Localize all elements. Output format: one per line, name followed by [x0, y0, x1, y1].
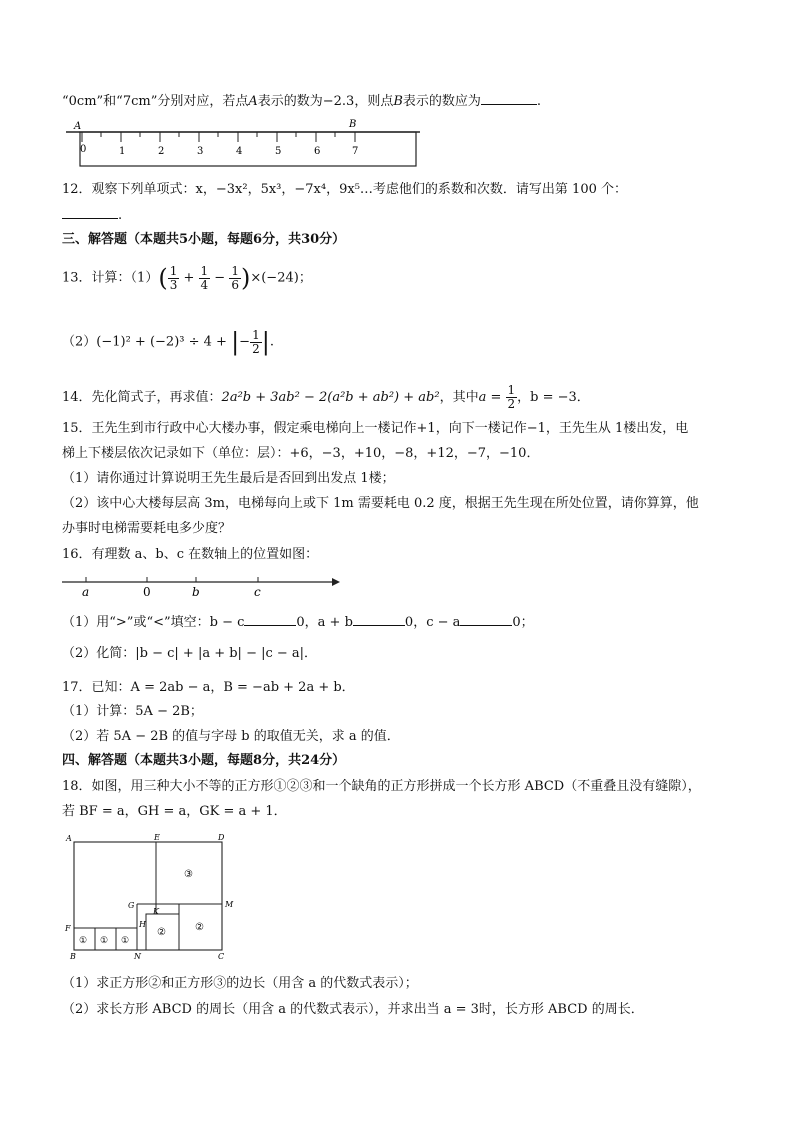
label-A: A [66, 834, 72, 843]
q16-blank-3[interactable] [460, 612, 512, 626]
q15-line2: 梯上下楼层依次记录如下（单位：层）：+6，−3，+10，−8，+12，−7，−10． [62, 446, 540, 461]
label-B: B [70, 952, 76, 961]
q13-part2-end: . [269, 334, 274, 350]
label-E: E [154, 833, 160, 842]
q15-line3: （1）请你通过计算说明王先生最后是否回到出发点 1楼； [62, 471, 395, 486]
q13-label: 13．计算：（1） [62, 270, 159, 286]
q13-part2-label: （2） [62, 334, 97, 350]
q12-line2 [62, 205, 122, 225]
section4-title: 四、解答题（本题共3小题，每题8分，共24分） [62, 753, 346, 768]
q11-value: −2.3 [322, 94, 355, 109]
ruler-figure [66, 118, 426, 170]
ruler-tick-label: 2 [158, 146, 165, 157]
ruler-label-a: A [74, 121, 82, 132]
square-3-mark: ③ [184, 869, 193, 880]
label-F: F [65, 924, 71, 933]
q14-expr: 2a²b + 3ab² − 2(a²b + ab²) + ab² [221, 390, 440, 405]
label-N: N [134, 952, 141, 961]
q11-point-a: A [248, 94, 258, 109]
q11-end: . [536, 94, 542, 109]
q14-a-frac: $\frac{1}{2}$ [507, 383, 516, 411]
square-1-mark: ① [100, 936, 109, 946]
q18-line2: 若 BF = a，GH = a，GK = a + 1． [62, 804, 287, 819]
q11-text-d: 表示的数应为 [402, 94, 481, 109]
q14-a-eq: a = [478, 390, 502, 405]
q14-line [62, 378, 590, 418]
q13-frac1: $\frac{1}{3}$ [169, 263, 178, 292]
label-H: H [139, 920, 146, 929]
axis-label-c: c [254, 585, 261, 599]
axis-label-a: a [82, 585, 90, 599]
ruler-tick-label: 1 [119, 146, 126, 157]
label-M: M [225, 900, 234, 909]
q18-line3: （1）求正方形②和正方形③的边长（用含 a 的代数式表示）； [62, 976, 418, 991]
q11-text-b: 表示的数为 [257, 94, 323, 109]
q15-line4: （2）该中心大楼每层高 3m，电梯每向上或下 1m 需要耗电 0.2 度，根据王先生现在所处位置，请你算算，他 [62, 496, 699, 511]
q14-mid: ，其中 [439, 390, 479, 405]
q13-frac3: $\frac{1}{6}$ [231, 263, 239, 292]
ruler-tick-label: 0 [80, 144, 87, 155]
ruler-tick-label: 6 [314, 146, 321, 157]
q16-part1 [62, 612, 534, 632]
arrow-icon [332, 578, 340, 586]
ruler-ticks [82, 132, 355, 142]
q12-answer-blank[interactable] [62, 205, 118, 219]
q17-line3: （2）若 5A − 2B 的值与字母 b 的取值无关，求 a 的值． [62, 729, 400, 744]
square-2-mark: ② [195, 922, 204, 933]
q13-part2-expr: (−1)² + (−2)³ ÷ 4 + [96, 334, 227, 350]
q12-line1: 12．观察下列单项式：x，−3x²，5x³，−7x⁴，9x⁵…考虑他们的系数和次数．请写出第 100 个： [62, 182, 627, 197]
q16-part1-c: 0，c − a [404, 615, 461, 630]
q15-line5: 办事时电梯需要耗电多少度？ [62, 521, 232, 536]
ruler-tick-label: 3 [197, 146, 204, 157]
axis-label-b: b [192, 585, 200, 599]
q16-line1: 16．有理数 a、b、c 在数轴上的位置如图： [62, 547, 319, 562]
ruler-tick-label: 7 [352, 146, 359, 157]
q13-part2-frac: $\frac{1}{2}$ [252, 327, 260, 356]
ruler-body [80, 132, 416, 166]
q17-line2: （1）计算：5A − 2B； [62, 704, 203, 719]
q16-blank-1[interactable] [244, 612, 296, 626]
q14-text: 14．先化简式子，再求值： [62, 390, 222, 405]
q11-text-a: “0cm”和“7cm”分别对应，若点 [62, 94, 249, 109]
ruler-label-b: B [349, 119, 357, 130]
square-1-mark: ① [121, 936, 130, 946]
ruler-tick-label: 4 [236, 146, 243, 157]
q11-line [62, 91, 541, 111]
label-D: D [218, 833, 225, 842]
q11-answer-blank[interactable] [481, 91, 537, 105]
q14-b-eq: ，b = −3． [517, 390, 590, 405]
q13-tail: ×(−24)； [250, 270, 312, 286]
section3-title: 三、解答题（本题共5小题，每题6分，共30分） [62, 232, 346, 247]
q18-line1: 18．如图，用三种大小不等的正方形①②③和一个缺角的正方形拼成一个长方形 ABCD（不重叠且没有缝隙）， [62, 779, 701, 794]
q16-part1-d: 0； [512, 615, 534, 630]
q18-line4: （2）求长方形 ABCD 的周长（用含 a 的代数式表示），并求出当 a = 3时，长方形 ABCD 的周长． [62, 1002, 644, 1017]
square-2-mark: ② [157, 927, 166, 938]
q11-point-b: B [393, 94, 403, 109]
q15-line1: 15．王先生到市行政中心大楼办事，假定乘电梯向上一楼记作+1，向下一楼记作−1，王先生从 1楼出发，电 [62, 421, 689, 436]
q16-part2: （2）化简：|b − c| + |a + b| − |c − a|． [62, 646, 318, 661]
q18-figure [62, 830, 247, 962]
label-K: K [153, 907, 159, 916]
q12-end: . [118, 208, 123, 223]
axis-label-zero: 0 [143, 585, 151, 599]
q11-text-c: ，则点 [354, 94, 394, 109]
q13-frac2: $\frac{1}{4}$ [200, 263, 209, 292]
q17-line1: 17．已知：A = 2ab − a，B = −ab + 2a + b． [62, 680, 355, 695]
q13-part2: （2）(−1)² + (−2)³ ÷ 4 + |− $\frac{1}{2}$ |. [62, 327, 274, 356]
q16-part1-a: （1）用“>”或“<”填空：b − c [62, 615, 245, 630]
ruler-tick-label: 5 [275, 146, 282, 157]
label-C: C [218, 952, 225, 961]
q16-number-line [62, 572, 342, 602]
q13-part1: 13．计算：（1）( $\frac{1}{3}$ + $\frac{1}{4}$ − $\frac{1}{6}$ )×(−24)； [62, 263, 312, 292]
label-G: G [128, 901, 135, 910]
q16-blank-2[interactable] [353, 612, 405, 626]
rectangle-abcd [74, 842, 222, 950]
q16-part1-b: 0，a + b [296, 615, 353, 630]
square-1-mark: ① [79, 936, 88, 946]
